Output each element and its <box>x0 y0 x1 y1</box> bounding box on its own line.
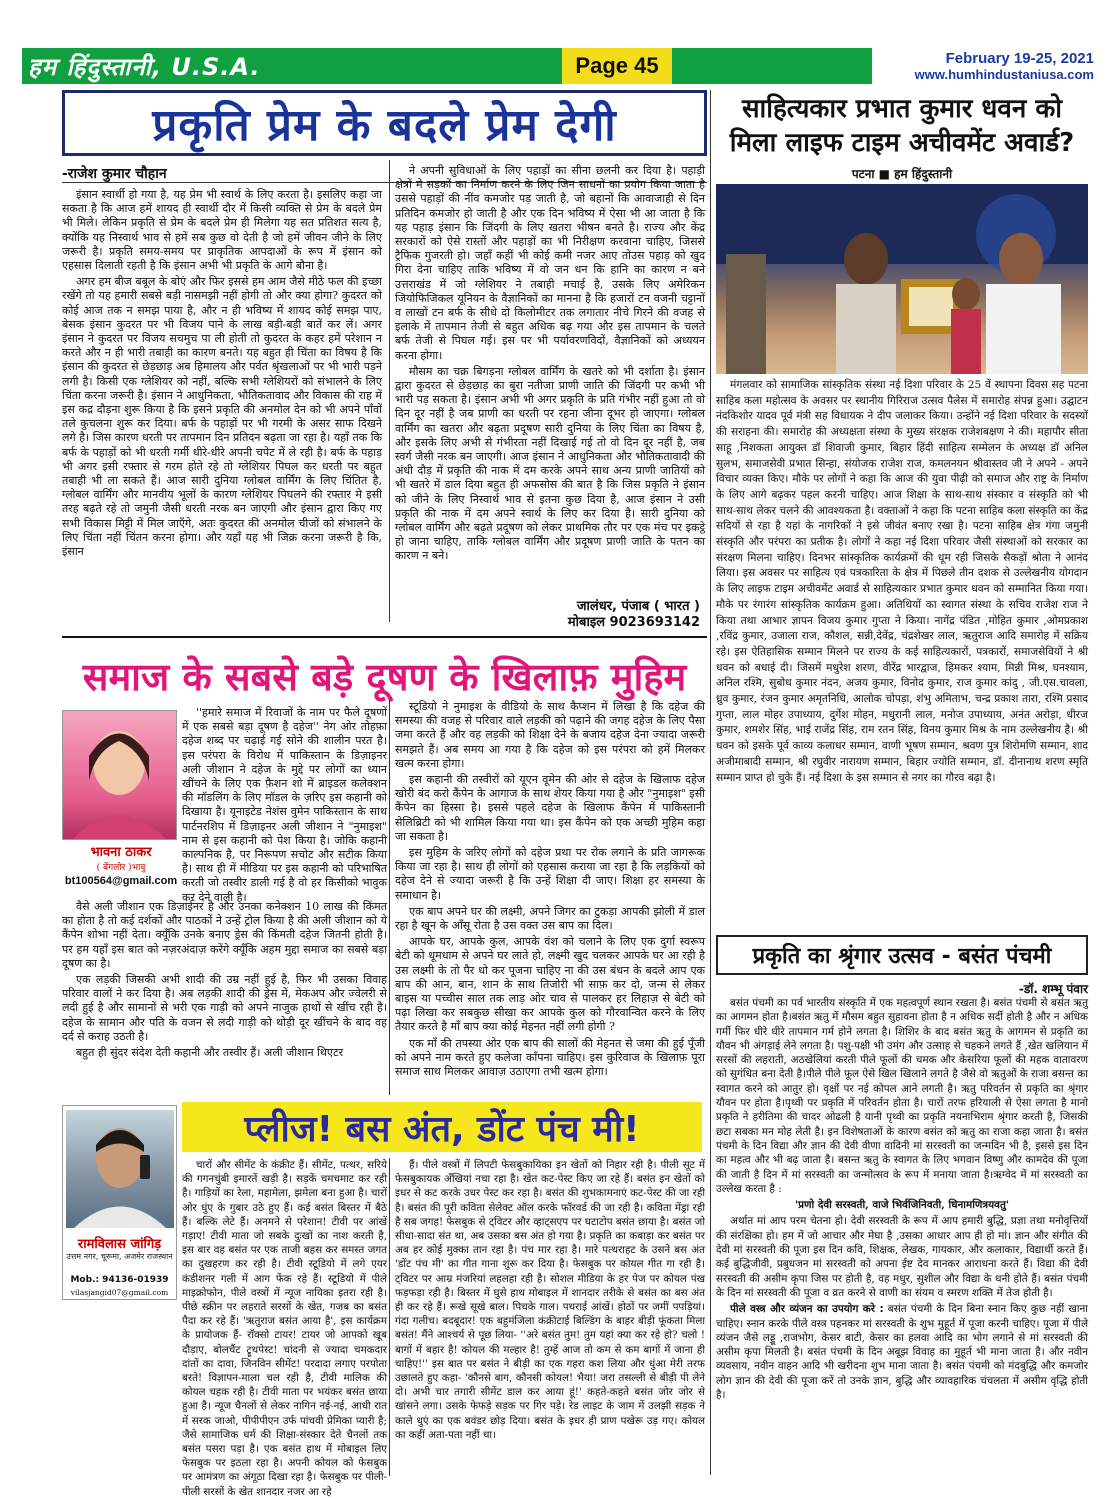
article2-author-city: ( बेंगलोर )भावु <box>96 863 146 873</box>
article3-headline-box <box>182 1102 702 1152</box>
paragraph: अर्थात मां आप परम चेतना हो। देवी सरस्वती के रूप में आप हमारी बुद्धि, प्रज्ञा तथा मनोवृत्तियों की संरक्षिका हो। हम में जो आचार और मेघा है ,उसका आधार आप ही हो मां। ज्ञान और संगीत की देवी मां सरस्वती की पूजा इस दिन कवि, शिक्षक, लेखक, गायकार, और कलाकार, विद्यार्थी करते हैं। कई बुद्धिजीवी, प्रबुधजन मां सरस्वती को अपना ईष्ट देव मानकर आराधना करते हैं। विद्या की देवी सरस्वती की असीम कृपा जिस पर होती है, वह मधुर, सुशील और विद्या के धनी होते हैं। बसंत पंचमी के दिन मां सरस्वती की पूजा व व्रत करने से वाणी का संयम व स्मरण शक्ति में तेज होती है। <box>716 1215 1088 1299</box>
paragraph: बहुत ही सुंदर संदेश देती कहानी और तस्वीर हैं। अली जीशान थिएटर <box>76 1046 344 1060</box>
paragraph-text: बसंत पंचमी के दिन बिना स्नान किए कुछ नहीं खाना चाहिए। स्नान करके पीले वस्त्र पहनकर मां सरस्वती के शुभ मुहूर्त में पूजा करनी चाहिए। पूजा में पीले व्यंजन जैसे लड्डू ,राजभोग, केसर बाटी, केसर का हलवा आदि का भोग लगाने से मां सरस्वती की असीम कृपा मिलती है। बसंत पंचमी के दिन अबूझ विवाह का मुहूर्त भी माना जाता है। और नवीन व्यवसाय, नवीन वाहन आदि भी खरीदना शुभ माना जाता है। बसंत पंचमी को मंदबुद्धि और कमजोर लोग ज्ञान की देवी की पूजा करें तो उनके ज्ञान, बुद्धि और व्यावहारिक चंचलता में असीम वृद्धि होती है। <box>716 1303 1089 1402</box>
paragraph: बसंत पंचमी का पर्व भारतीय संस्कृति में एक महत्वपूर्ण स्थान रखता है। बसंत पंचमी से बसंत ऋतु का आगमन होता है।बसंत ऋतु में मौसम बहुत सुहावना होता है न अधिक सर्दी होती है और न अधिक गर्मी फिर धीरे धीरे तापमान गर्म होने लगता है। शिशिर के बाद बसंत ऋतु के आगमन से प्रकृति का यौवन भी अंगड़ाई लेने लगता है। पशु-पक्षी भी उमंग और उत्साह से चहकने लगते हैं ,खेत खलियान में सरसों की लहराती, अठखेलियां करती पीले फूलों की चमक और केसरिया फूलों की महक वातावरण को सुगंधित बना देती है।पीले पीले फूल ऐसे खिल खिलाने लगते है जैसे वो ऋतुओं के राजा बसन्त का स्वागत करने को आतुर हो। वृक्षों पर नई कोपल आने लगती है। ऋतु परिवर्तन से प्रकृति का श्रृंगार यौवन पर होता है।पृथ्वी पर प्रकृति में परिवर्तन होता है। चारों तरफ हरियाली से ऐसा लगता है मानो प्रकृति ने हरीतिमा की चादर ओढली है यानी पृथ्वी का प्रकृति नयनाभिराम श्रृंगार करती है, जिसकी छटा सबका मन मोह लेती है। इन विशेषताओं के कारण बसंत को ऋतु का राजा कहा जाता है। बसंत पंचमी के दिन विद्या और ज्ञान की देवी वीणा वादिनी मां सरस्वती का जन्मदिन भी है, इससे इस दिन का महत्व और भी बढ़ जाता है। बसन्त ऋतु के स्वागत के लिए भगवान विष्णु और कामदेव की पूजा की जाती है दिन में मां सरस्वती का जन्मोत्सव के रूप में मनाया जाता है।ऋग्वेद में मां सरस्वती का उल्लेख करता है : <box>716 997 1088 1195</box>
article-right-body <box>716 378 1088 928</box>
article1-mobile: मोबाइल 9023693142 <box>567 615 700 630</box>
article4-quote: 'प्रणो देवी सरस्वती, वाजे भिर्वजिनिवती, धिनामणित्रयवतु' <box>794 1199 1010 1212</box>
paragraph: स्टूडियो ने नुमाइश के वीडियो के साथ कैप्शन में लिखा है कि दहेज की समस्या की वजह से परिवार वाले लड़की को पढ़ाने की जगह दहेज के लिए पैसा जमा करते हैं और वह लड़की को शिक्षा देने के बजाय दहेज देना ज्यादा जरूरी समझते हैं। अब समय आ गया है कि दहेज को इस परंपरा को हमें मिलकर खत्म करना होगा। <box>395 700 705 770</box>
article4-byline: -डॉ. शम्भू पंवार <box>1018 982 1088 996</box>
paragraph: मंगलवार को सामाजिक सांस्कृतिक संस्था नई दिशा परिवार के 25 वें स्थापना दिवस सह पटना साहिब कला महोत्सव के अवसर पर स्थानीय गिरिराज उत्सव पैलेस में समारोह संपन्न हुआ। उद्घाटन नंदकिशोर यादव पूर्व मंत्री सह विधायक ने दीप जलाकर किया। उन्होंने नई दिशा परिवार के सदस्यों की सराहना की। समारोह की अध्यक्षता संस्था के मुख्य संरक्षक राजेशबक्षण ने की। महापौर सीता साहू ,निशकता आयुक्त डॉ शिवाजी कुमार, बिहार हिंदी साहित्य सम्मेलन के अध्यक्ष डॉ अनिल सुलभ, समाजसेवी प्रभात सिन्हा, संयोजक राजेश राज, कमलनयन श्रीवास्तव जी ने अपने - अपने विचार व्यक्त किए। मौके पर लोगों ने कहा कि आज की युवा पीढ़ी को समाज और राष्ट्र के निर्माण के लिए आगे बढ़कर पहल करनी चाहिए। आज शिक्षा के साथ-साथ संस्कार व संस्कृति को भी साथ-साथ लेकर चलने की आवश्यकता है। वक्ताओं ने कहा कि पटना साहिब कला संस्कृति का केंद्र सदियों से रहा है यहां के नागरिकों ने इसे जीवंत बनाए रखा है। पटना साहिब क्षेत्र गंगा जमुनी संस्कृति और परंपरा का प्रतीक है। लोगों ने कहा नई दिशा परिवार जैसी संस्थाओं को सरकार का संरक्षण मिलना चाहिए। दिनभर सांस्कृतिक कार्यक्रमों की धूम रही जिसके सैकड़ों श्रोता ने आनंद लिया। इस अवसर पर साहित्य एवं पत्रकारिता के क्षेत्र में पिछले तीन दशक से उल्लेखनीय योगदान के लिए लाइफ टाइम अचीवमेंट अवार्ड से साहित्यकार प्रभात कुमार धवन को सम्मानित किया गया। मौके पर रंगारंग सांस्कृतिक कार्यक्रम हुआ। अतिथियों का स्वागत संस्था के सचिव राजेश राज ने किया तथा आभार ज्ञापन विजय कुमार गुप्ता ने किया। नागेंद्र पंडित ,मोहित कुमार ,ओमप्रकाश ,रविंद्र कुमार, उजाला राज, कौशल, सन्नी,देवेंद्र, चंद्रशेखर लाल, ऋतुराज आदि समारोह में सक्रिय रहे। इस ऐतिहासिक सम्मान मिलने पर राज्य के कई साहित्यकारों, पत्रकारों, समाजसेवियों ने श्री धवन को बधाई दी। जिसमें मधुरेश शरण, वीरेंद्र भारद्वाज, हिमकर श्याम, मिन्नी मिश्र, घनश्याम, अनिल रश्मि, सुबोध कुमार नंदन, अजय कुमार, विनोद कुमार, राज कुमार कांदु , जी.एस.चावला, ध्रुव कुमार, रंजन कुमार अमृतनिधि, आलोक चोपड़ा, शंभु अमिताभ, चन्द्र प्रकाश तारा, रश्मि प्रसाद गुप्ता, लाल मोहर उपाध्याय, दुर्गेश मोहन, मधुरानी लाल, मनोज उपाध्याय, अनंत अरोड़ा, धीरज कुमार, शमशेर सिंह, भाई राजेंद्र सिंह, राम रतन सिंह, विनय कुमार मिश्र के नाम उल्लेखनीय है। श्री धवन को इसके पूर्व काव्य कलाधर सम्मान, वाणी भूषण सम्मान, श्रवण पुत्र शिरोमणि सम्मान, शाद अजीमाबादी सम्मान, श्री रघुवीर नारायण सम्मान, बिहार ज्योति सम्मान, डॉ. दीनानाथ शरण स्मृति सम्मान प्राप्त हो चुके हैं। नई दिशा के इस सम्मान से नगर का गौरव बढ़ा है। <box>716 379 1088 784</box>
award-photo-illustration <box>716 184 1088 374</box>
article2-headline: समाज के सबसे बड़े दूषण के खिलाफ़ मुहिम <box>82 655 687 699</box>
article1-column-2 <box>395 164 705 594</box>
paragraph: एक माँ की तपस्या ओर एक बाप की सालों की मेहनत से जमा की हुई पूँजी को अपने नाम करते हुए कलेजा काँपना चाहिए। इस कुरिवाज के खिलाफ़ पूरा समाज साथ मिलकर आवाज़ उठाएगा तभी खत्म होगा। <box>395 1036 705 1079</box>
paragraph: ने अपनी सुविधाओं के लिए पहाड़ों का सीना छलनी कर दिया है। पहाड़ी क्षेत्रों मे सड़कों का निर्माण करने के लिए जिन साधनों का प्रयोग किया जाता है उससे पहाड़ों की नींव कमजोर पड़ जाती है, जो बहानों कि आवाजाही से दिन प्रतिदिन कमजोर हो जाती है और एक दिन भविष्य में ऐसा भी आ जाता है कि यह पहाड़ इंसान कि जिंदगी के लिए खतरा भीषन बनते है। राज्य और केंद्र सरकारों को ऐसे रास्तों और पहाड़ों का भी निरीक्षण करवाना चाहिए, जिससे ट्रैफिक गुजरती हो। जहाँ कहीं भी कोई कमी नजर आए तोउस पहाड़ को खुद गिरा देना चाहिए ताकि भविष्य में वो जन धन कि हानि का कारण न बने उत्तराखंड में जो ग्लेशियर ने तबाही मचाई है, उसके लिए अमेरिकन जियोफिजिकल यूनियन के वैज्ञानिकों का मानना है कि हजारों टन वजनी चट्टानों व लाखों टन बर्फ के सीधे दो किलोमीटर तक लगातार नीचे गिरने की वजह से इलाके में तापमान तेजी से बहुत अधिक बढ़ गया और इस तापमान के चलते बर्फ तेजी से पिघल गई। इस पर भी पर्यावरणविदों, वैज्ञानिकों को अध्ययन करना होगा। <box>395 164 705 362</box>
paragraph: एक बाप अपने घर की लक्ष्मी, अपने जिगर का टुकड़ा आपकी झोली में डाल रहा है खून के आँसू रोता है उस वक्त उस बाप का दिल। <box>395 904 705 933</box>
article3-author-name: रामविलास जांगिड़ <box>77 1237 162 1252</box>
article1-byline: -राजेश कुमार चौहान <box>62 166 167 182</box>
article1-column-1 <box>62 188 382 626</box>
article3-author-email[interactable]: vilasjangid07@gmail.com <box>70 1288 169 1297</box>
article2-column-2 <box>395 700 705 1096</box>
paragraph: ''हमारे समाज में रिवाजों के नाम पर फैले दूषणों में एक सबसे बड़ा दूषण है दहेज'' नेग ओर तोहफ़ा दहेज शब्द पर चढ़ाई गई सोने की शालीन परत है। इस परंपरा के विरोध में पाकिस्तान के डिज़ाइनर अली जीशान ने दहेज के मुद्दे पर लोगों का ध्यान खींचने के लिए एक फ़ैशन शो में ब्राइडल कलेक्शन की मॉडलिंग के लिए मॉडल के ज़रिए इस कहानी को दिखाया है। यूनाइटेड नेशंस वुमेन पाकिस्तान के साथ पार्टनरशिप में डिज़ाइनर अली जीशान ने "नुमाइश" नाम से इस कहानी को पेश किया है। जोकि कहानी काल्पनिक है, पर निरूपण सचोट और सटीक किया है। साथ ही में मीडिया पर इस कहानी को परिभाषित करती जो तस्वीर डाली गई है वो हर किसीको भावुक कर देने वाली है। <box>182 706 387 904</box>
paragraph: आपके घर, आपके कुल, आपके वंश को चलाने के लिए एक दुर्गा स्वरूप बेटी को धूमधाम से अपने घर लाते हो, लक्ष्मी खुद चलकर आपके घर आ रही है उस लक्ष्मी के तो पैर धो कर पूजना चाहिए ना की उस बंधन के बदले आप एक बाप की आन, बान, शान के साथ तिजोरी भी साफ़ कर दो, जन्म से लेकर बाइस या पच्चीस साल तक लाड़ ओर चाव से पालकर हर लिहाज़ से बेटी को पढ़ा लिखा कर सबकुछ सीखा कर आपके कुल को गौरवान्वित करने के लिए तैयार करते है माँ बाप क्या कोई मेहनत नहीं लगी होगी ? <box>395 935 705 1034</box>
author-photo <box>62 710 177 840</box>
article2-author-email[interactable]: bt100564@gmail.com <box>64 875 178 887</box>
column-divider <box>389 700 390 1095</box>
article3-column-2 <box>395 1158 705 1476</box>
masthead <box>0 0 1118 86</box>
paragraph: इस कहानी की तस्वीरों को यूएन वूमेन की ओर से दहेज के खिलाफ दहेज खोरी बंद करो कैंपेन के आगाज के साथ शेयर किया गया है और "नुमाइश" इसी कैंपेन का हिस्सा है। इससे पहले दहेज के खिलाफ कैंपेन में पाकिस्तानी सेलिब्रिटी को भी शामिल किया गया था। इस कैंपेन को एक अच्छी मुहिम कहा जा सकता है। <box>395 773 705 843</box>
paragraph: एक लड़की जिसकी अभी शादी की उम्र नहीं हुई है, फिर भी उसका विवाह परिवार वालों ने कर दिया है। अब लड़की शादी की ड्रेस में, मेकअप और ज्वेलरी से लदी हुई है और सामानों से भरी एक गाड़ी को अपने नाजुक हाथों से खींच रही है। दहेज के सामान और पति के वजन से लदी गाड़ी को थोड़ी दूर खींचने के बाद वह दर्द से कराह उठती है। <box>62 973 387 1043</box>
article4-headline-box <box>716 935 1088 975</box>
article3-author-mobile: Mob.: 94136-01939 <box>70 1275 169 1285</box>
article-right-headline: साहित्यकार प्रभात कुमार धवन को मिला लाइफ टाइम अचीवमेंट अवार्ड? <box>729 94 1075 158</box>
article3-column-1 <box>182 1158 387 1498</box>
paragraph: इंसान स्वार्थी हो गया है, यह प्रेम भी स्वार्थ के लिए करता है। इसलिए कहा जा सकता है कि आज हमें शायद ही स्वार्थी दौर में किसी व्यक्ति से प्रेम के बदले प्रेम भी मिले। लेकिन प्रकृति से प्रेम के बदले प्रेम ही मिलेगा यह सत प्रतिशत सत्य है, क्योंकि यह निस्वार्थ भाव से हमें सब कुछ वो देती है जो हमें जीवन जीने के लिए जरूरी है। प्रकृति समय-समय पर प्राकृतिक आपदाओं के रूप में इंसान को एहसास दिलाती रहती है कि इंसान अभी भी प्रकृति के आगे बौना है। <box>62 188 382 273</box>
column-divider <box>710 90 711 1475</box>
paragraph: चारों और सीमेंट के कंक्रीट हैं। सीमेंट, पत्थर, सरिये की गगनचुंबी इमारतें खड़ी है। सड़कें चमचमाट कर रही है। गाड़ियों का रेला, महामेला, झमेला बना हुआ है। चारों ओर धुंए के गुबार उठे हुए हैं। कई बसंत बिस्तर में बैठे हैं। बल्कि लेटे हैं। अनमने से परेशान! टीवी पर आंखें गड़ाए! टीवी माता जो सबके दुःखों का नाश करती है, इस बार वह बसंत पर एक ताजी बहस कर समस्त जगत का दुखहरण कर रही है। टीवी स्टूडियो में लगे एयर कंडीशनर गली में आग फेंक रहे हैं। स्टूडियो में पीले माइक्रोफोन, पीले वस्त्रों में न्यूज नायिका इतरा रही है। पीछे स्क्रीन पर लहराते सरसों के खेत, गजब का बसंत पैदा कर रहे हैं। 'ऋतुराज बसंत आया है', इस कार्यक्रम के प्रायोजक हैं- रॉक्सो टायर! टायर जो आपको खूब दौड़ाए, बोलचैंट ट्रूथपेस्ट! चांदनी से ज्यादा चमकदार दांतों का दावा, जिनविन सीमेंट! परदादा लगाए परपोता बरते! विज्ञापन-माला चल रही है, टीवी मालिक की कोयल चहक रही है। टीवी माता पर भयंकर बसंत छाया हुआ है। न्यूज चैनलों से लेकर नागिन नई-नई, आधी रात में सरक जाओ, पीपीपीएन उर्फ पांचवी प्रेमिका प्यारी है; जैसे सामाजिक धर्म की शिक्षा-संस्कार देते चैनलों तक बसंत पसरा पड़ा है। एक बसंत हाथ में मोबाइल लिए फेसबुक पर इठला रहा है। अपनी कोयल को फेसबुक पर आमंत्रण का अंगूठा दिखा रहा है। फेसबुक पर पीली-पीली सरसों के खेत शानदार नजर आ रहे <box>182 1159 387 1498</box>
article1-location: जालंधर, पंजाब ( भारत ) <box>576 599 700 614</box>
paragraph: अगर हम बीज बबूल के बोएं और फिर इससे हम आम जैसे मीठे फल की इच्छा रखेंगे तो यह हमारी सबसे बड़ी नासमझी नहीं होगी तो और क्या होगा? कुदरत को कोई आज तक न समझ पाया है, और न ही भविष्य में शायद कोई समझ पाए, बेसक इंसान कुदरत पर भी विजय पाने के लाख बड़ी-बड़ी बातें कर लें। अगर इंसान ने कुदरत पर विजय सचमुच पा ली होती तो कुदरत के कहर हमें परेशान न करते और न ही भारी तबाही का कारण बनते। यह बहुत ही चिंता का विषय है कि इंसान की कुदरत से छेड़छाड़ अब हिमालय और पर्वत श्रृंखलाओं पर भी भारी पड़ने लगी है। किसी एक ग्लेशियर को नहीं, बल्कि सभी ग्लेशियरों को संभालने के लिए चिंता करना जरूरी है। इंसान ने आधुनिकता, भौतिकतावाद और विकास की राह में इस कद्र दौड़ना शुरू किया है कि इसने प्रकृति की अनमोल देन को भी अपने पाँवों तले कुचलना शुरू कर दिया। बर्फ के पहाड़ों पर भी गरमी के असर साफ दिखने लगे है। जिस कारण धरती पर तापमान दिन प्रतिदन बढ़ता जा रहा है। यहाँ तक कि बर्फ के पहाड़ों को भी धरती गर्मी धीरे-धीरे अपनी चपेट में ले रही है। बर्फ के पहाड़ भी अगर इसी रफ्तार से गरम होते रहे तो ग्लेशियर पिघल कर धरती पर बहुत तबाही भी ला सकते हैं। आज सारी दुनिया ग्लोबल वार्मिंग के लिए चिंतित है, ग्लोबल वार्मिंग और मानवीय भूलों के कारण ग्लेशियर पिघलने की रफ्तार मे इसी तरह बढ़ते रहे तो जमुनी जैसी धरती नरक बन जाएगी और इंसान द्वारा किए गए सभी विकास मिट्टी में मिल जाएँगे, अतः कुदरत की अनमोल चीजों को संभालने के लिए चिंता नहीं चिंतन करना होगा। और यहाँ यह भी जिक्र करना जरूरी है कि, इंसान <box>62 275 382 559</box>
article-right-dateline: पटना ■ हम हिंदुस्तानी <box>851 167 953 181</box>
award-ceremony-photo <box>716 184 1088 374</box>
article4-headline: प्रकृति का श्रृंगार उत्सव - बसंत पंचमी <box>752 944 1052 969</box>
column-divider <box>389 1158 390 1476</box>
article4-body <box>716 996 1088 1476</box>
newspaper-title: हम हिंदुस्तानी, U.S.A. <box>28 53 261 81</box>
article4-subheading: पीले वस्त्र और व्यंजन का उपयोग करे : <box>730 1303 884 1316</box>
page-number: Page 45 <box>562 48 672 84</box>
article1-headline-box <box>62 90 707 156</box>
paragraph: वैसे अली जीशान एक डिज़ाईनर है और उनका कनेक्शन 10 लाख की किंमत का होता है तो कई दर्शकों और पाठकों ने उन्हें ट्रोल किया है की अली जीशान को ये कैंपेन शोभा नहीं देता। क्यूँकि उनके बनाए ड्रेस की किंमती दहेज जितनी होती है। पर हम यहाँ इस बात को नज़रअंदाज़ करेंगे क्यूँकि अहम मुद्दा समाज का सबसे बड़ा दूषण का है। <box>62 900 387 970</box>
article2-intro <box>182 706 387 904</box>
paragraph: हैं। पीले वस्त्रों में लिपटी फेसबुकायिका इन खेतों को निहार रही है। पीली सूट में फेसबुकायक अँखियां नचा रहा है। खेत कट-पेस्ट किए जा रहे हैं। बसंत इन खेतों को इधर से कट करके उधर पेस्ट कर रहा है। बसंत की शुभकामनाएं कट-पेस्ट की जा रही है। बसंत की पूरी कविता सेलेक्ट ऑल करके फॉरवर्ड की जा रही है। कविता मेंड्रा रही है सब जगह! फेसबुक से ट्विटर और व्हाट्सएप पर घटाटोप बसंत छाया है। बसंत जो सीधा-सादा संत था, अब उसका बस अंत हो गया है। प्रकृति का कबाड़ा कर बसंत पर अब हर कोई मुक्का तान रहा है। पंच मार रहा है। मारे पत्थराहट के उसने बस अंत 'डोंट पंच मी' का गीत गाना शुरू कर दिया है। फेसबुक पर कोयल गीत गा रही है। ट्विटर पर आम्र मंजरियां लहलहा रही है। सोशल मीडिया के हर पेज पर कोयल पंख फड़फड़ा रही है। बिस्तर में घुसे हाथ मोबाइल में शानदार तरीके से बसंत का बस अंत ही कर रहे हैं। रूखे सूखे बाल। पिचके गाल। पथराई आंखें। होठों पर जमीं पपड़ियां। गंदा गलीच। बदबूदार! एक बहुमंजिला कंक्रीटाई बिल्डिंग के बाहर बीड़ी फूंकता मिला बसंत! मैंने आश्चर्य से पूछ लिया- ''अरे बसंत तुम! तुम यहां क्या कर रहे हो? चलो ! बागों में बहार है! कोयल की मल्हार है! तुम्हें आज तो कम से कम बागों में जाना ही चाहिए!'' इस बात पर बसंत ने बीड़ी का एक गहरा कश लिया और धुंआ मेरी तरफ उछालते हुए कहा- 'कौनसे बाग, कौनसी कोयल! भैया! जरा तसल्ली से बीड़ी पी लेने दो। अभी चार तगारी सीमेंट डाल कर आया हूं!' कहते-कहते बसंत जोर जोर से खांसने लगा। उसके फेफड़े सड़क पर गिर पड़े। रेड लाइट के जाम में उलझी सड़क ने काले धुएं का एक बवंडर छोड़ दिया। बसंत के इधर ही प्राण पखेरू उड़ गए। कोयल का कहीं अता-पता नहीं था। <box>395 1159 705 1441</box>
author-portrait <box>63 711 176 839</box>
paragraph <box>716 1302 1088 1402</box>
article3-headline: प्लीज! बस अंत, डोंट पंच मी! <box>244 1108 640 1150</box>
column-divider <box>389 160 390 622</box>
issue-date: February 19-25, 2021 <box>945 50 1094 67</box>
article2-column-1 <box>62 900 387 1096</box>
paragraph: मौसम का चक्र बिगड़ना ग्लोबल वार्मिंग के खतरे को भी दर्शाता है। इंसान द्वारा कुदरत से छेड़छाड़ का बुरा नतीजा प्राणी जाति की जिंदगी पर कभी भी भारी पड़ सकता है। इंसान अभी भी अगर प्रकृति के प्रति गंभीर नहीं हुआ तो वो दिन दूर नहीं है जब प्राणी का धरती पर रहना जीना दूभर हो जाएगा। ग्लोबल वार्मिंग का खतरा और बढ़ता प्रदूषण सारी दुनिया के लिए चिंता का विषय है, और इसके लिए अभी से गंभीरता नहीं दिखाई गई तो वो दिन दूर नहीं है, जब स्वर्ग जैसी नरक बन जाएगी। आज इंसान ने आधुनिकता और भौतिकतावादी की अंधी दौड़ में प्रकृति की नाक में दम करके अपने साथ अन्य प्राणी जातियों को भी खतरे में डाल दिया बहुत ही अफसोस की बात है कि जिस प्रकृति ने इंसान को जीने के लिए निस्वार्थ भाव से इतना कुछ दिया है, आज इंसान ने उसी प्रकृति की नाक में दम अपने स्वार्थ के लिए कर दिया है। सारी दुनिया को ग्लोबल वार्मिंग और बढ़ते प्रदूषण को लेकर प्राथमिक तौर पर एक मंच पर इकट्ठे हो जाना चाहिए, ताकि ग्लोबल वार्मिंग और प्रदूषण प्राणी जाति के पतन का कारण न बने। <box>395 364 705 563</box>
paragraph: इस मुहिम के जरिए लोगों को दहेज प्रथा पर रोक लगाने के प्रति जागरूक किया जा रहा है। साथ ही लोगों को एहसास कराया जा रहा है कि लड़कियों को दहेज देने से ज्यादा जरूरी है कि उन्हें शिक्षा दी जाए। शिक्षा हर समस्या के समाधान है। <box>395 846 705 902</box>
article1-headline: प्रकृति प्रेम के बदले प्रेम देगी <box>152 100 617 151</box>
divider <box>62 636 707 638</box>
masthead-green-bar-right <box>672 48 872 84</box>
website-url[interactable]: www.humhindustaniusa.com <box>914 67 1094 82</box>
article3-author-address: उत्तम नगर, चूरूमा, अजमेर राजस्थान <box>66 1252 173 1261</box>
article2-author-name: भावना ठाकर <box>90 845 152 860</box>
author-portrait <box>66 1110 174 1228</box>
author-photo <box>66 1110 174 1228</box>
